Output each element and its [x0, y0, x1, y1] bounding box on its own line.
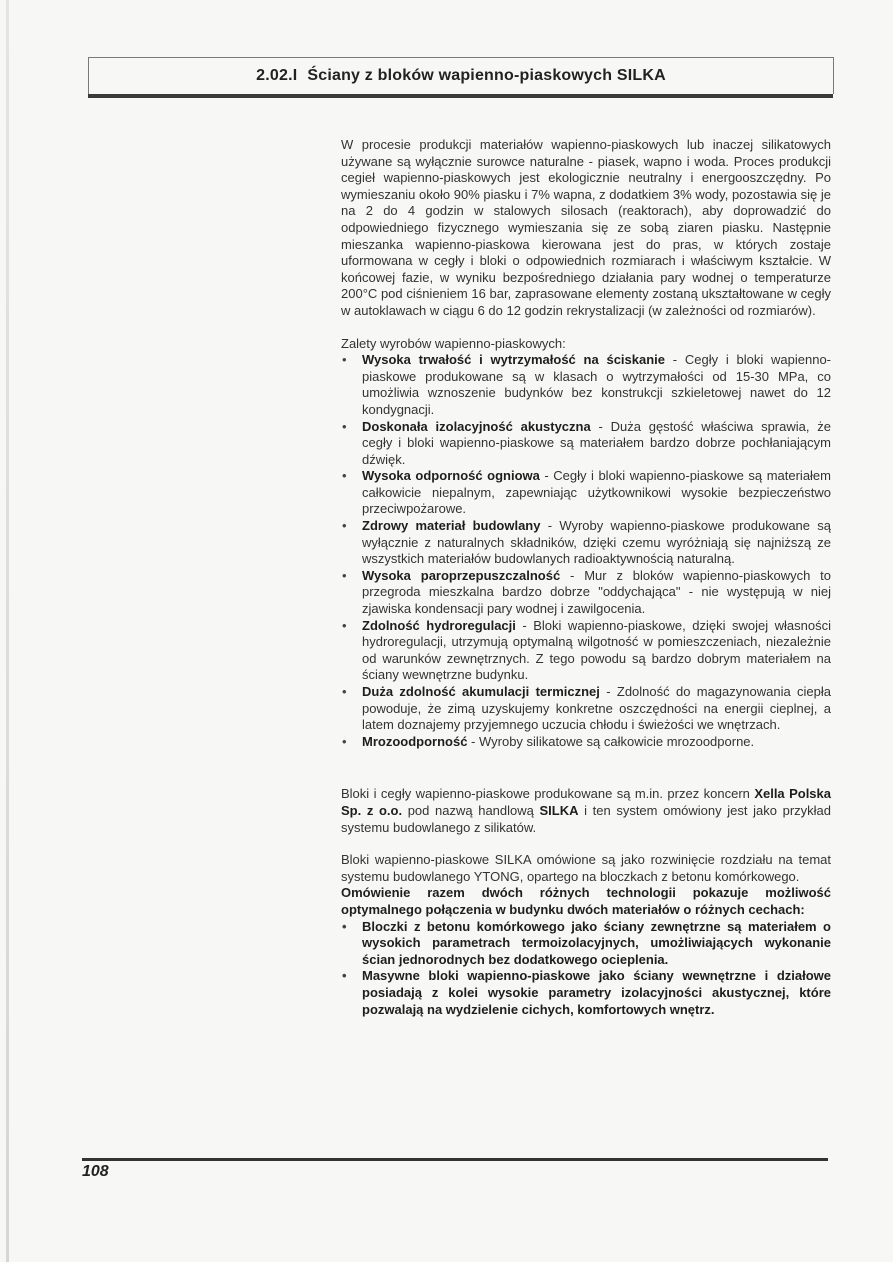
- list-item: [341, 734, 831, 751]
- advantage-term: Wysoka trwałość i wytrzymałość na ściskanie: [362, 352, 666, 368]
- bullet-icon: •: [342, 418, 347, 434]
- header-rule: [88, 94, 833, 98]
- section-header: [88, 57, 834, 94]
- advantage-term: Wysoka paroprzepuszczalność: [362, 567, 561, 583]
- advantage-term: Zdolność hydroregulacji: [362, 617, 516, 633]
- xella-text-1: Bloki i cegły wapienno-piaskowe produkowane są m.in. przez koncern: [341, 786, 755, 802]
- bullet-icon: •: [342, 567, 347, 583]
- page-edge-shadow: [6, 0, 9, 1262]
- bullet-icon: •: [342, 468, 347, 484]
- xella-text-3: i ten system omówiony jest jako przykład systemu budowlanego z silikatów.: [341, 802, 831, 835]
- company-name: Xella Polska Sp. z o.o.: [341, 786, 831, 818]
- bullet-icon: •: [342, 352, 347, 368]
- list-item: [341, 968, 831, 1018]
- intro-paragraph: W procesie produkcji materiałów wapienno-piaskowych lub inaczej silikatowych używane są wyłącznie surowce naturalne - piasek, wapno i woda. Proces produkcji cegieł wapienno-piaskowych jest ekologicznie neutralny i energooszczędny. Po wymieszaniu około 90% piasku i 7% wapna, z dodatkiem 3% wody, pozostawia się je na 2 do 4 godzin w stalowych silosach (reaktorach), aby doprowadzić do odpowiedniego fizycznego wymieszania się ze sobą ziaren piasku. Następnie mieszanka wapienno-piaskowa kierowana jest do pras, w których zostaje uformowana w cegły i bloki o odpowiednich rozmiarach i właściwym kształcie. W końcowej fazie, w wyniku bezpośredniego działania pary wodnej o temperaturze 200°C pod ciśnieniem 16 bar, zaprasowane elementy zostaną ukształtowane w cegły w autoklawach w ciągu 6 do 12 godzin rekrystalizacji (w zależności od rozmiarów).: [341, 137, 831, 318]
- page-number: 108: [82, 1163, 109, 1180]
- comparison-item-text: Bloczki z betonu komórkowego jako ściany zewnętrzne są materiałem o wysokich parametrach termoizolacyjnych, umożliwiających wykonanie ścian jednorodnych bez dodatkowego ocieplenia.: [362, 918, 831, 967]
- advantage-text: - Cegły i bloki wapienno-piaskowe są materiałem całkowicie niepalnym, zapewniając użytkownikowi wysokie bezpieczeństwo przeciwpożarowe.: [362, 468, 831, 517]
- bullet-icon: •: [342, 518, 347, 534]
- list-item: [341, 518, 831, 568]
- list-item: [341, 684, 831, 734]
- advantage-text: - Mur z bloków wapienno-piaskowych to przegroda mieszkalna bardzo dobrze "oddychająca" - nie występują w niej zjawiska kondensacji pary wodnej i zawilgocenia.: [362, 567, 831, 617]
- advantage-text: - Zdolność do magazynowania ciepła powoduje, że zimą uzyskujemy konkretne oszczędności na energii cieplnej, a latem doznajemy przyjemnego uczucia chłodu i świeżości we wnętrzach.: [362, 684, 831, 733]
- advantage-text: - Duża gęstość właściwa sprawia, że cegły i bloki wapienno-piaskowe są materiałem bardzo dobrze pochłaniającym dźwięk.: [362, 418, 831, 467]
- bullet-icon: •: [342, 733, 347, 749]
- section-number: 2.02.I: [256, 67, 298, 84]
- advantage-term: Duża zdolność akumulacji termicznej: [362, 684, 600, 699]
- advantage-text: - Bloki wapienno-piaskowe, dzięki swojej własności hydroregulacji, utrzymują optymalną wilgotność w pomieszczeniach, niezależnie od warunków zewnętrznych. Z tego powodu są bardzo dobrym materiałem na ściany wewnętrzne budynku.: [362, 617, 831, 683]
- list-item: [341, 568, 831, 618]
- advantage-term: Mrozoodporność: [362, 733, 468, 749]
- list-item: [341, 419, 831, 469]
- comparison-statement: Omówienie razem dwóch różnych technologii pokazuje możliwość optymalnego połączenia w budynku dwóch materiałów o różnych cechach:: [341, 885, 831, 917]
- list-item: [341, 352, 831, 418]
- advantages-list: [341, 352, 831, 750]
- advantages-heading: Zalety wyrobów wapienno-piaskowych:: [341, 335, 566, 351]
- bullet-icon: •: [342, 684, 347, 699]
- advantage-text: - Cegły i bloki wapienno-piaskowe produkowane są w klasach o wytrzymałości od 15-30 MPa, co umożliwia wznoszenie budynków bez konstrukcji szkieletowej nawet do 12 kondygnacji.: [362, 352, 832, 417]
- section-title: Ściany z bloków wapienno-piaskowych SILKA: [307, 67, 666, 84]
- xella-paragraph: [341, 786, 831, 836]
- comparison-intro: Bloki wapienno-piaskowe SILKA omówione są jako rozwinięcie rozdziału na temat systemu budowlanego YTONG, opartego na bloczkach z betonu komórkowego.: [341, 852, 831, 884]
- footer-rule: [82, 1158, 828, 1161]
- xella-text-2: pod nazwą handlową: [402, 802, 540, 818]
- bullet-icon: •: [342, 617, 347, 633]
- bullet-icon: •: [342, 918, 347, 934]
- bullet-icon: •: [342, 968, 347, 984]
- advantage-term: Zdrowy materiał budowlany: [362, 518, 541, 534]
- list-item: [341, 919, 831, 969]
- list-item: [341, 618, 831, 684]
- main-content: [341, 137, 831, 1018]
- comparison-item-text: Masywne bloki wapienno-piaskowe jako ściany wewnętrzne i działowe posiadają z kolei wysokie parametry izolacyjności akustycznej, które pozwalają na wydzielenie cichych, komfortowych wnętrz.: [362, 968, 831, 1017]
- advantage-text: - Wyroby wapienno-piaskowe produkowane są wyłącznie z naturalnych składników, dzięki czemu wyróżniają się najniższą ze wszystkich materiałów budowlanych radioaktywnością naturalną.: [362, 518, 831, 567]
- list-item: [341, 468, 831, 518]
- advantage-term: Wysoka odporność ogniowa: [362, 468, 540, 484]
- advantage-text: - Wyroby silikatowe są całkowicie mrozoodporne.: [467, 733, 755, 749]
- brand-name: SILKA: [539, 802, 579, 818]
- comparison-list: [341, 919, 831, 1019]
- advantage-term: Doskonała izolacyjność akustyczna: [362, 418, 591, 434]
